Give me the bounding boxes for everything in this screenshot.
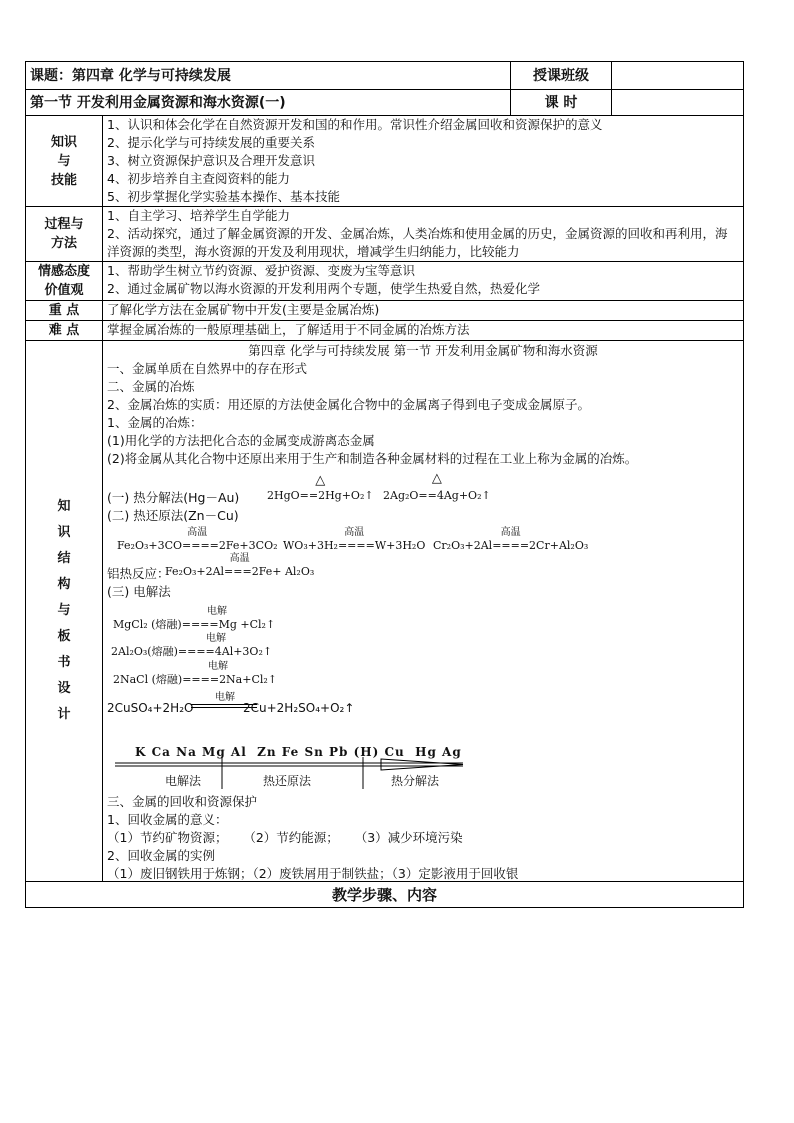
equation-fe2o3-co: 高温 Fe₂O₃+3CO====2Fe+3CO₂	[117, 527, 278, 552]
arrow-head	[381, 759, 463, 770]
key-point-text: 了解化学方法在金属矿物中开发(主要是金属冶炼)	[103, 301, 744, 321]
design-label: 知 识 结 构 与 板 书 设 计	[26, 341, 103, 882]
emotion-label: 情感态度 价值观	[26, 262, 103, 301]
equation-ag2o: △ 2Ag₂O==4Ag+O₂↑	[383, 471, 491, 502]
design-line: 三、金属的回收和资源保护	[107, 794, 258, 809]
knowledge-item: 1、认识和体会化学在自然资源开发和国的和作用。常识性介绍金属回收和资源保护的意义	[107, 117, 603, 132]
design-line: (2)将金属从其化合物中还原出来用于生产和制造各种金属材料的过程在工业上称为金属的冶炼。	[107, 451, 638, 466]
equation-nacl: 电解 2NaCl (熔融)====2Na+Cl₂↑	[113, 661, 278, 686]
emotion-content	[103, 262, 744, 301]
teaching-steps-title: 教学步骤、内容	[26, 882, 744, 908]
hours-label: 课 时	[511, 90, 612, 116]
design-line: 2、金属冶炼的实质：用还原的方法使金属化合物中的金属离子得到电子变成金属原子。	[107, 397, 590, 412]
class-label: 授课班级	[511, 62, 612, 90]
emotion-item: 1、帮助学生树立节约资源、爱护资源、变废为宝等意识	[107, 263, 415, 278]
equation-wo3: 高温 WO₃+3H₂====W+3H₂O	[283, 527, 426, 552]
design-line: 一、金属单质在自然界中的存在形式	[107, 361, 308, 376]
knowledge-item: 3、树立资源保护意识及合理开发意识	[107, 153, 315, 168]
design-line: 二、金属的冶炼	[107, 379, 195, 394]
process-label: 过程与 方法	[26, 207, 103, 262]
series-label-electrolysis: 电解法	[165, 774, 202, 788]
design-line: 1、金属的冶炼：	[107, 415, 203, 430]
equation-al2o3: 电解 2Al₂O₃(熔融)====4Al+3O₂↑	[111, 633, 273, 658]
thermite-label: 铝热反应：	[107, 566, 170, 581]
key-point-label: 重 点	[26, 301, 103, 321]
design-line: (1)用化学的方法把化合态的金属变成游离态金属	[107, 433, 375, 448]
process-item: 1、自主学习、培养学生自学能力	[107, 208, 290, 223]
equation-thermite: 高温 Fe₂O₃+2Al===2Fe+ Al₂O₃	[165, 553, 315, 578]
equation-mgcl2: 电解 MgCl₂ (熔融)====Mg +Cl₂↑	[113, 606, 276, 631]
hours-value[interactable]	[612, 90, 744, 116]
design-title: 第四章 化学与可持续发展 第一节 开发利用金属矿物和海水资源	[248, 343, 598, 358]
equation-cr2o3: 高温 Cr₂O₃+2Al====2Cr+Al₂O₃	[433, 527, 589, 552]
design-content	[103, 341, 744, 882]
knowledge-item: 5、初步掌握化学实验基本操作、基本技能	[107, 189, 340, 204]
method-thermal-reduction: (二) 热还原法(Zn－Cu)	[107, 508, 239, 523]
lesson-section: 第一节 开发利用金属资源和海水资源(一)	[26, 90, 511, 116]
difficulty-label: 难 点	[26, 321, 103, 341]
electrolysis-condition: 电解	[215, 692, 235, 703]
design-line: （1）节约矿物资源； （2）节约能源； （3）减少环境污染	[107, 830, 463, 845]
class-value[interactable]	[612, 62, 744, 90]
process-content	[103, 207, 744, 262]
design-line: 2、回收金属的实例	[107, 848, 215, 863]
process-item: 2、活动探究，通过了解金属资源的开发、金属冶炼，人类冶炼和使用金属的历史，金属资源的回收和再利用，海洋资源的类型，海水资源的开发及利用现状，增减学生归纳能力，比较能力	[107, 226, 728, 259]
lesson-topic: 课题：第四章 化学与可持续发展	[26, 62, 511, 90]
series-label-reduction: 热还原法	[263, 774, 312, 788]
equation-hgo: △ 2HgO==2Hg+O₂↑	[267, 473, 374, 502]
equation-cuso4-products: 2Cu+2H₂SO₄+O₂↑	[243, 701, 355, 715]
knowledge-item: 2、提示化学与可持续发展的重要关系	[107, 135, 315, 150]
activity-series: K Ca Na Mg Al Zn Fe Sn Pb (H) Cu Hg Ag	[135, 745, 462, 759]
emotion-item: 2、通过金属矿物以海水资源的开发利用两个专题，使学生热爱自然，热爱化学	[107, 281, 540, 296]
method-thermal-decomposition: (一) 热分解法(Hg－Au)	[107, 490, 240, 505]
knowledge-label: 知识 与 技能	[26, 116, 103, 207]
equation-cuso4: 2CuSO₄+2H₂O	[107, 701, 194, 715]
knowledge-item: 4、初步培养自主查阅资料的能力	[107, 171, 290, 186]
knowledge-content	[103, 116, 744, 207]
difficulty-text: 掌握金属冶炼的一般原理基础上，了解适用于不同金属的冶炼方法	[103, 321, 744, 341]
series-label-decomposition: 热分解法	[391, 774, 440, 788]
design-line: （1）废旧钢铁用于炼钢；（2）废铁屑用于制铁盐；（3）定影液用于回收银	[107, 866, 519, 881]
design-line: 1、回收金属的意义：	[107, 812, 228, 827]
method-electrolysis: (三) 电解法	[107, 584, 171, 599]
lesson-plan-table	[25, 61, 744, 908]
